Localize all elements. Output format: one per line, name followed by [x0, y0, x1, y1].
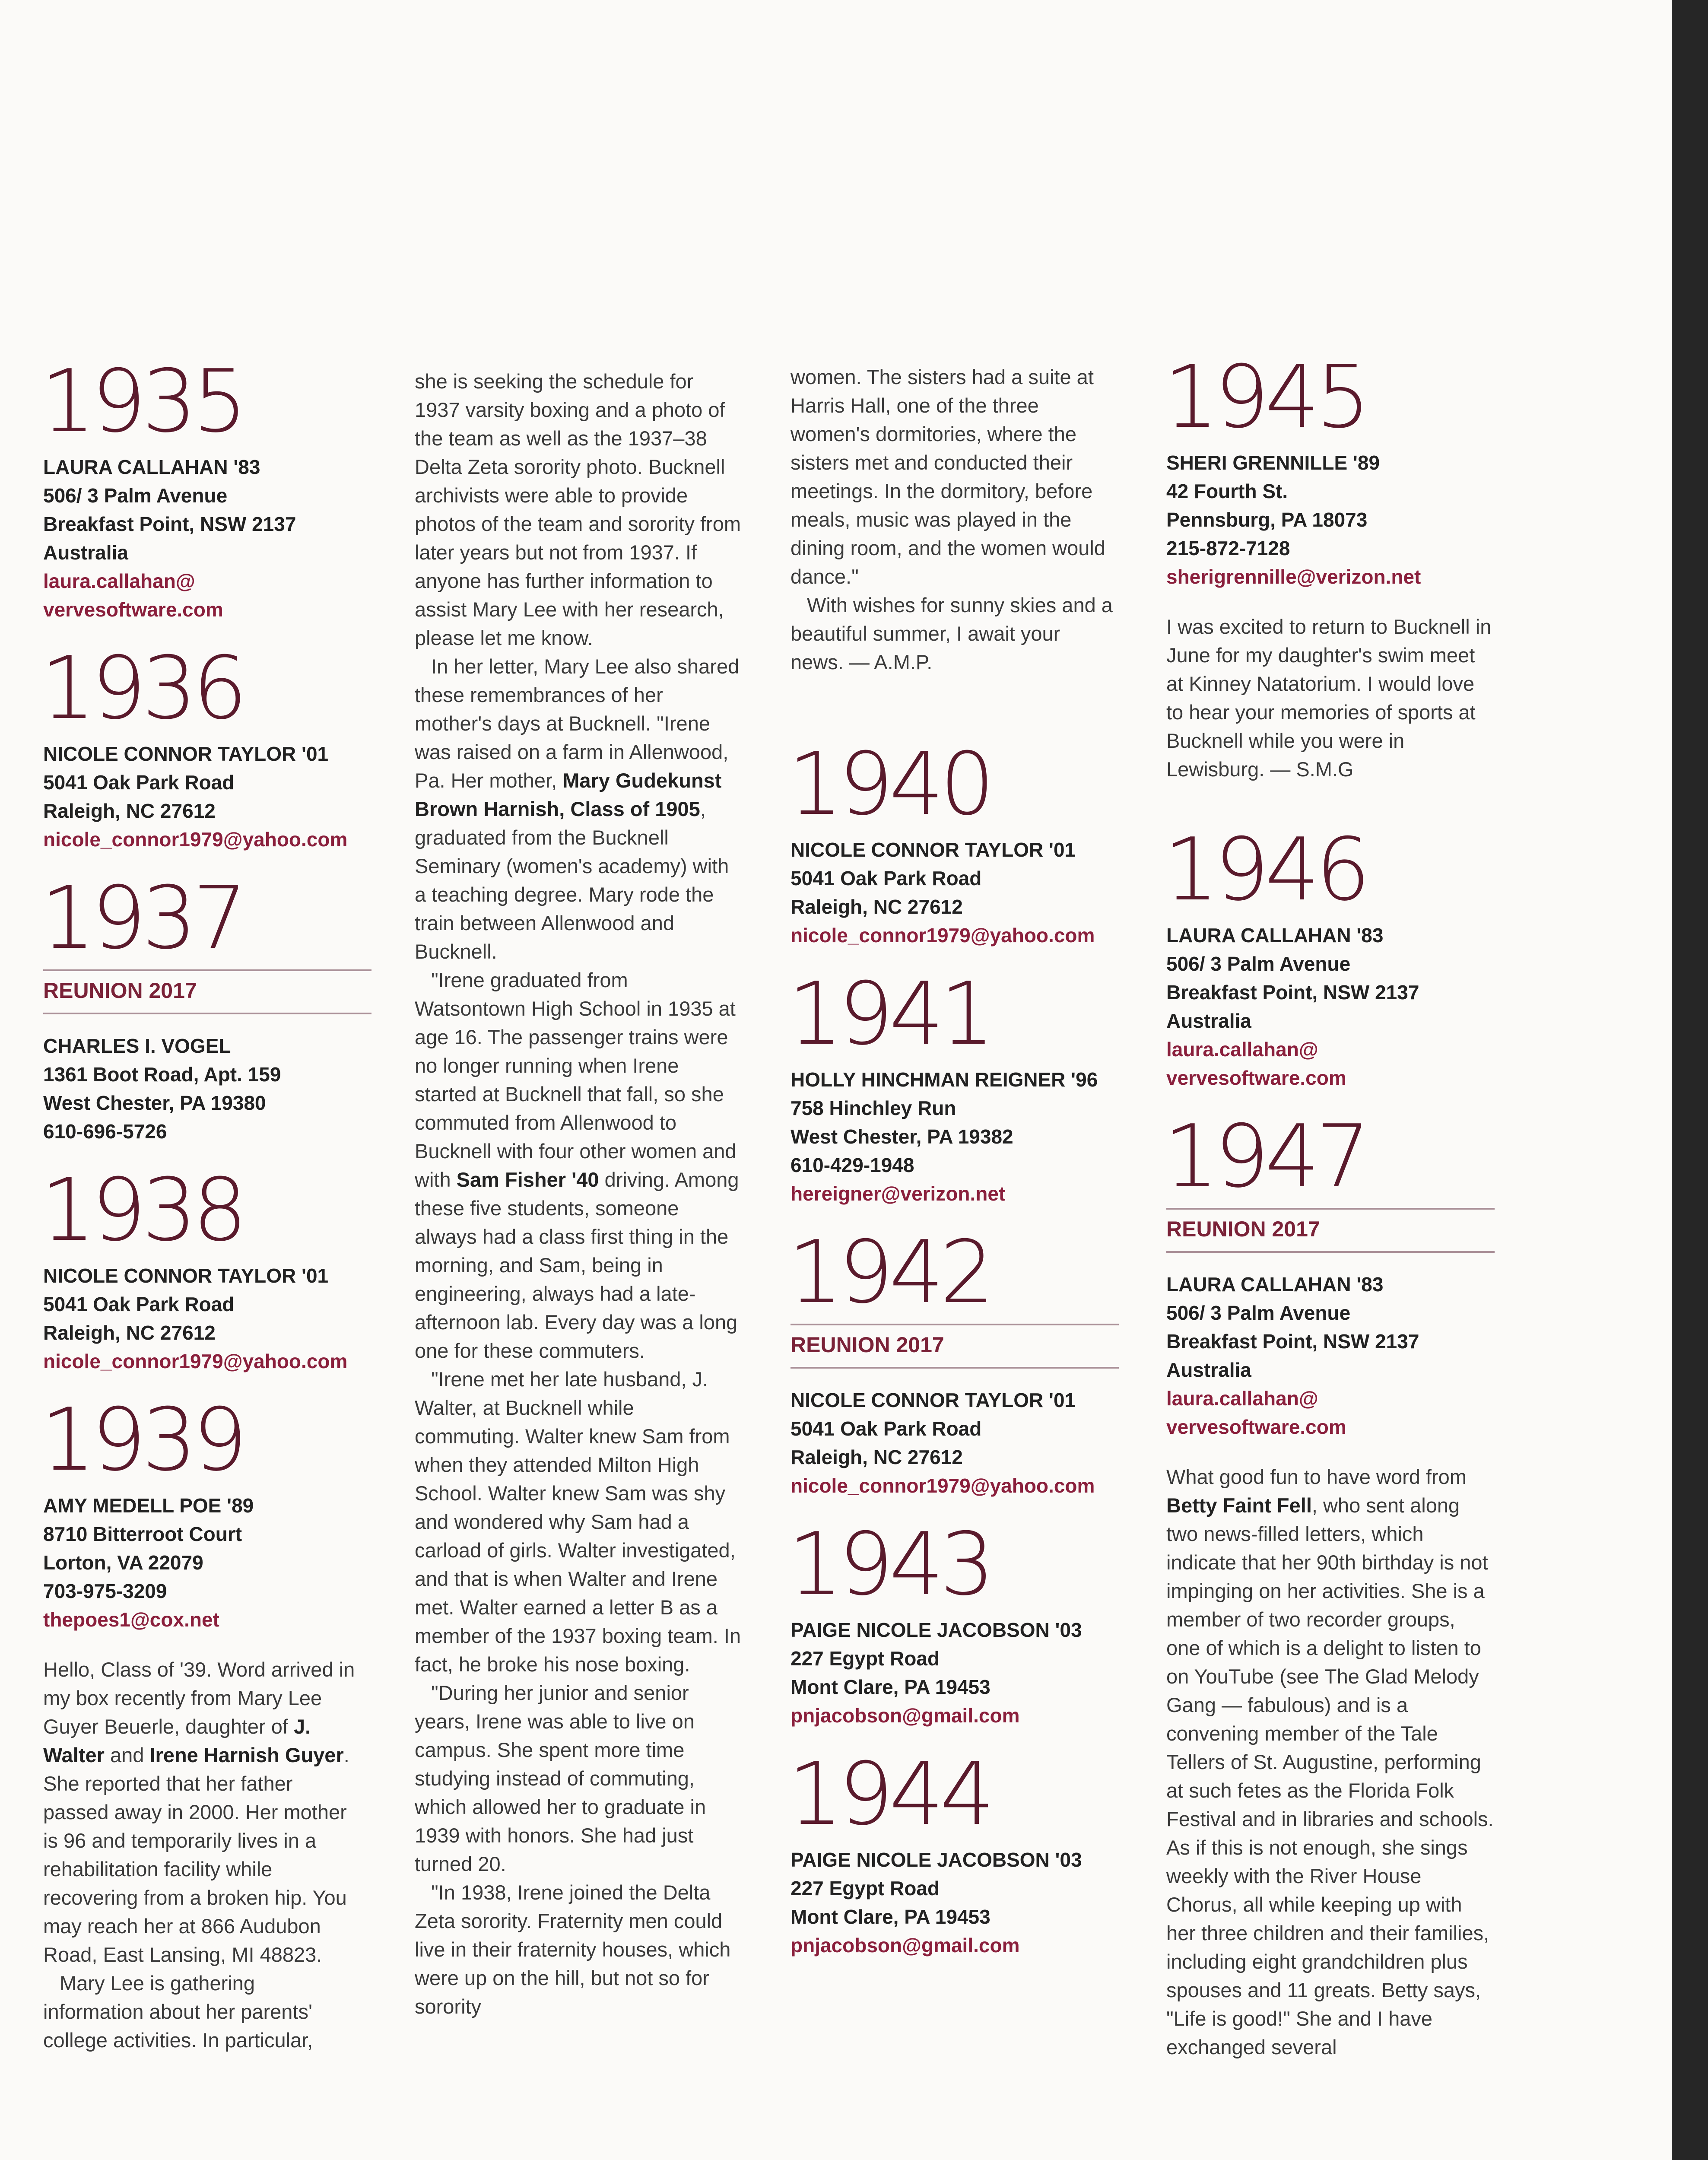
reunion-banner-1947: REUNION 2017	[1166, 1208, 1495, 1253]
class-notes-1939-cont	[791, 363, 1119, 677]
text: "Irene graduated from Watsontown High School in 1935 at age 16. The passenger trains were no longer running when Irene started at Bucknell that fall, so she commuted from Allenwood to Bucknell with four other women and with	[415, 969, 737, 1191]
name-bold: Irene Harnish Guyer	[149, 1744, 344, 1766]
text: What good fun to have word from	[1166, 1465, 1467, 1488]
text: Hello, Class of '39. Word arrived in my box recently from Mary Lee Guyer Beuerle, daughter of	[43, 1658, 355, 1738]
reunion-banner-1942: REUNION 2017	[791, 1324, 1119, 1369]
contact-email[interactable]: thepoes1@cox.net	[43, 1608, 219, 1631]
name-bold: Betty Faint Fell	[1166, 1494, 1312, 1517]
column-1	[41, 351, 371, 2055]
year-heading-1938: 1938	[41, 1160, 243, 1261]
name-bold: Sam Fisher '40	[456, 1168, 599, 1191]
year-heading-1942: 1942	[788, 1222, 991, 1323]
text: driving. Among these five students, someone always had a class first thing in the morning, and Sam, being in engineering, always had a late-afternoon lab. Every day was a long one for these commuters.	[415, 1168, 739, 1362]
contact-1940	[791, 835, 1119, 950]
contact-country: Australia	[1166, 1359, 1251, 1381]
contact-name: HOLLY HINCHMAN REIGNER '96	[791, 1068, 1098, 1091]
name-bold: Mary Gudekunst Brown Harnish, Class of 1905	[415, 769, 722, 820]
paragraph	[43, 1655, 359, 1969]
contact-1944	[791, 1846, 1119, 1960]
year-heading-1940: 1940	[788, 734, 991, 835]
contact-email[interactable]: nicole_connor1979@yahoo.com	[791, 924, 1095, 947]
contact-address: 506/ 3 Palm Avenue	[1166, 953, 1351, 975]
contact-email-cont[interactable]: vervesoftware.com	[43, 598, 223, 621]
contact-city: Raleigh, NC 27612	[43, 800, 216, 822]
contact-city: Breakfast Point, NSW 2137	[1166, 981, 1419, 1004]
contact-name: NICOLE CONNOR TAYLOR '01	[791, 1389, 1076, 1411]
text: and	[104, 1744, 150, 1766]
contact-name: NICOLE CONNOR TAYLOR '01	[43, 743, 329, 765]
paragraph: With wishes for sunny skies and a beautiful summer, I await your news. — A.M.P.	[791, 594, 1113, 673]
column-4	[1164, 347, 1495, 2062]
contact-city: Lorton, VA 22079	[43, 1551, 203, 1574]
contact-1938	[43, 1261, 371, 1375]
name-bold: J. Walter	[43, 1715, 311, 1766]
year-heading-1946: 1946	[1164, 820, 1366, 920]
contact-address: 1361 Boot Road, Apt. 159	[43, 1063, 281, 1086]
contact-address: 5041 Oak Park Road	[43, 771, 235, 794]
contact-address: 8710 Bitterroot Court	[43, 1523, 242, 1545]
contact-1946	[1166, 921, 1495, 1092]
text: In her letter, Mary Lee also shared these remembrances of her mother's days at Bucknell. "Irene was raised on a farm in Allenwood, Pa. Her mother,	[415, 655, 740, 792]
year-heading-1944: 1944	[788, 1744, 991, 1845]
paragraph	[415, 652, 743, 966]
year-heading-1939: 1939	[41, 1390, 243, 1490]
contact-phone: 610-696-5726	[43, 1120, 167, 1143]
contact-city: West Chester, PA 19380	[43, 1092, 266, 1114]
paragraph: she is seeking the schedule for 1937 varsity boxing and a photo of the team as well as the 1937–38 Delta Zeta sorority photo. Bucknell archivists were able to provide photos of the team and sorority from later years but not from 1937. If anyone has further information to assist Mary Lee with her research, please let me know.	[415, 370, 741, 649]
class-notes-1947	[1166, 1463, 1495, 2062]
contact-city: Breakfast Point, NSW 2137	[43, 513, 296, 535]
year-heading-1947: 1947	[1164, 1106, 1366, 1207]
contact-name: SHERI GRENNILLE '89	[1166, 451, 1380, 474]
contact-address: 42 Fourth St.	[1166, 480, 1288, 502]
contact-city: Raleigh, NC 27612	[791, 1446, 963, 1468]
contact-address: 506/ 3 Palm Avenue	[43, 484, 228, 507]
contact-name: LAURA CALLAHAN '83	[1166, 1273, 1384, 1296]
contact-email[interactable]: hereigner@verizon.net	[791, 1182, 1006, 1205]
contact-city: Mont Clare, PA 19453	[791, 1676, 991, 1698]
year-heading-1945: 1945	[1164, 347, 1366, 448]
year-heading-1935: 1935	[41, 351, 243, 452]
reunion-banner-1937: REUNION 2017	[43, 969, 371, 1014]
contact-email[interactable]: nicole_connor1979@yahoo.com	[43, 1350, 348, 1372]
class-notes-1939	[43, 1655, 359, 2055]
contact-name: AMY MEDELL POE '89	[43, 1494, 254, 1517]
contact-phone: 703-975-3209	[43, 1580, 167, 1602]
text: , graduated from the Bucknell Seminary (women's academy) with a teaching degree. Mary rode the train between Allenwood and Bucknell.	[415, 797, 729, 963]
text: . She reported that her father passed away in 2000. Her mother is 96 and temporarily lives in a rehabilitation facility while recovering from a broken hip. You may reach her at 866 Audubon Road, East Lansing, MI 48823.	[43, 1744, 349, 1966]
contact-country: Australia	[1166, 1010, 1251, 1032]
contact-email[interactable]: pnjacobson@gmail.com	[791, 1704, 1020, 1727]
contact-1945	[1166, 448, 1495, 591]
contact-city: West Chester, PA 19382	[791, 1125, 1013, 1148]
year-heading-1941: 1941	[788, 964, 991, 1064]
year-heading-1937: 1937	[41, 868, 243, 969]
contact-name: NICOLE CONNOR TAYLOR '01	[791, 839, 1076, 861]
text: , who sent along two news-filled letters, which indicate that her 90th birthday is not impinging on her activities. She is a member of two recorder groups, one of which is a delight to listen to on YouTube (see The Glad Melody Gang — fabulous) and is a convening member of the Tale Tellers of St. Augustine, performing at such fetes as the Florida Folk Festival and in libraries and schools. As if this is not enough, she sings weekly with the River House Chorus, all while keeping up with her three children and their families, including eight grandchildren plus spouses and 11 greats. Betty says, "Life is good!" She and I have exchanged several	[1166, 1494, 1494, 2058]
paragraph: women. The sisters had a suite at Harris Hall, one of the three women's dormitories, where the sisters met and conducted their meetings. In the dormitory, before meals, music was played in the dining room, and the women would dance."	[791, 365, 1105, 588]
contact-1941	[791, 1065, 1119, 1208]
contact-name: PAIGE NICOLE JACOBSON '03	[791, 1619, 1082, 1641]
contact-address: 227 Egypt Road	[791, 1647, 940, 1670]
paragraph: "Irene met her late husband, J. Walter, at Bucknell while commuting. Walter knew Sam from when they attended Milton High School. Walter knew Sam was shy and wondered why Sam had a carload of girls. Walter investigated, and that is when Walter and Irene met. Walter earned a letter B as a member of the 1937 boxing team. In fact, he broke his nose boxing.	[415, 1368, 741, 1676]
contact-phone: 215-872-7128	[1166, 537, 1290, 559]
contact-name: LAURA CALLAHAN '83	[43, 456, 260, 478]
contact-1936	[43, 740, 371, 854]
paragraph: "In 1938, Irene joined the Delta Zeta sorority. Fraternity men could live in their fraternity houses, which were up on the hill, but not so for sorority	[415, 1881, 731, 2018]
contact-1943	[791, 1616, 1119, 1730]
paragraph	[1166, 1463, 1495, 2062]
contact-address: 227 Egypt Road	[791, 1877, 940, 1900]
column-2	[415, 367, 743, 2021]
contact-name: CHARLES I. VOGEL	[43, 1035, 231, 1057]
contact-email[interactable]: sherigrennille@verizon.net	[1166, 565, 1421, 588]
contact-city: Breakfast Point, NSW 2137	[1166, 1330, 1419, 1353]
year-heading-1943: 1943	[788, 1514, 991, 1615]
contact-email[interactable]: pnjacobson@gmail.com	[791, 1934, 1020, 1957]
class-notes-1945	[1166, 613, 1495, 784]
contact-1937	[43, 1032, 371, 1146]
contact-city: Raleigh, NC 27612	[43, 1321, 216, 1344]
contact-city: Raleigh, NC 27612	[791, 896, 963, 918]
contact-1942	[791, 1386, 1119, 1500]
paragraph: "During her junior and senior years, Irene was able to live on campus. She spent more time studying instead of commuting, which allowed her to graduate in 1939 with honors. She had just turned 20.	[415, 1681, 706, 1875]
contact-email[interactable]: nicole_connor1979@yahoo.com	[43, 828, 348, 851]
contact-1935	[43, 453, 371, 624]
paragraph: Mary Lee is gathering information about her parents' college activities. In particular,	[43, 1972, 313, 2052]
contact-address: 5041 Oak Park Road	[791, 867, 982, 889]
contact-email[interactable]: nicole_connor1979@yahoo.com	[791, 1474, 1095, 1497]
contact-email-cont[interactable]: vervesoftware.com	[1166, 1067, 1346, 1089]
contact-city: Mont Clare, PA 19453	[791, 1906, 991, 1928]
contact-address: 5041 Oak Park Road	[791, 1417, 982, 1440]
paragraph	[415, 966, 743, 1365]
contact-phone: 610-429-1948	[791, 1154, 914, 1176]
contact-city: Pennsburg, PA 18073	[1166, 508, 1368, 531]
paragraph: I was excited to return to Bucknell in June for my daughter's swim meet at Kinney Natatorium. I would love to hear your memories of sports at Bucknell while you were in Lewisburg. — S.M.G	[1166, 615, 1492, 781]
contact-email[interactable]: laura.callahan@	[1166, 1387, 1318, 1410]
contact-email[interactable]: laura.callahan@	[1166, 1038, 1318, 1061]
contact-address: 506/ 3 Palm Avenue	[1166, 1302, 1351, 1324]
contact-country: Australia	[43, 541, 128, 564]
year-heading-1936: 1936	[41, 638, 243, 739]
contact-address: 5041 Oak Park Road	[43, 1293, 235, 1315]
contact-name: NICOLE CONNOR TAYLOR '01	[43, 1264, 329, 1287]
contact-email[interactable]: laura.callahan@	[43, 570, 195, 592]
contact-1947	[1166, 1270, 1495, 1441]
column-3	[788, 363, 1119, 1981]
contact-name: LAURA CALLAHAN '83	[1166, 924, 1384, 947]
contact-address: 758 Hinchley Run	[791, 1097, 956, 1119]
contact-email-cont[interactable]: vervesoftware.com	[1166, 1416, 1346, 1438]
contact-1939	[43, 1491, 371, 1634]
contact-name: PAIGE NICOLE JACOBSON '03	[791, 1849, 1082, 1871]
